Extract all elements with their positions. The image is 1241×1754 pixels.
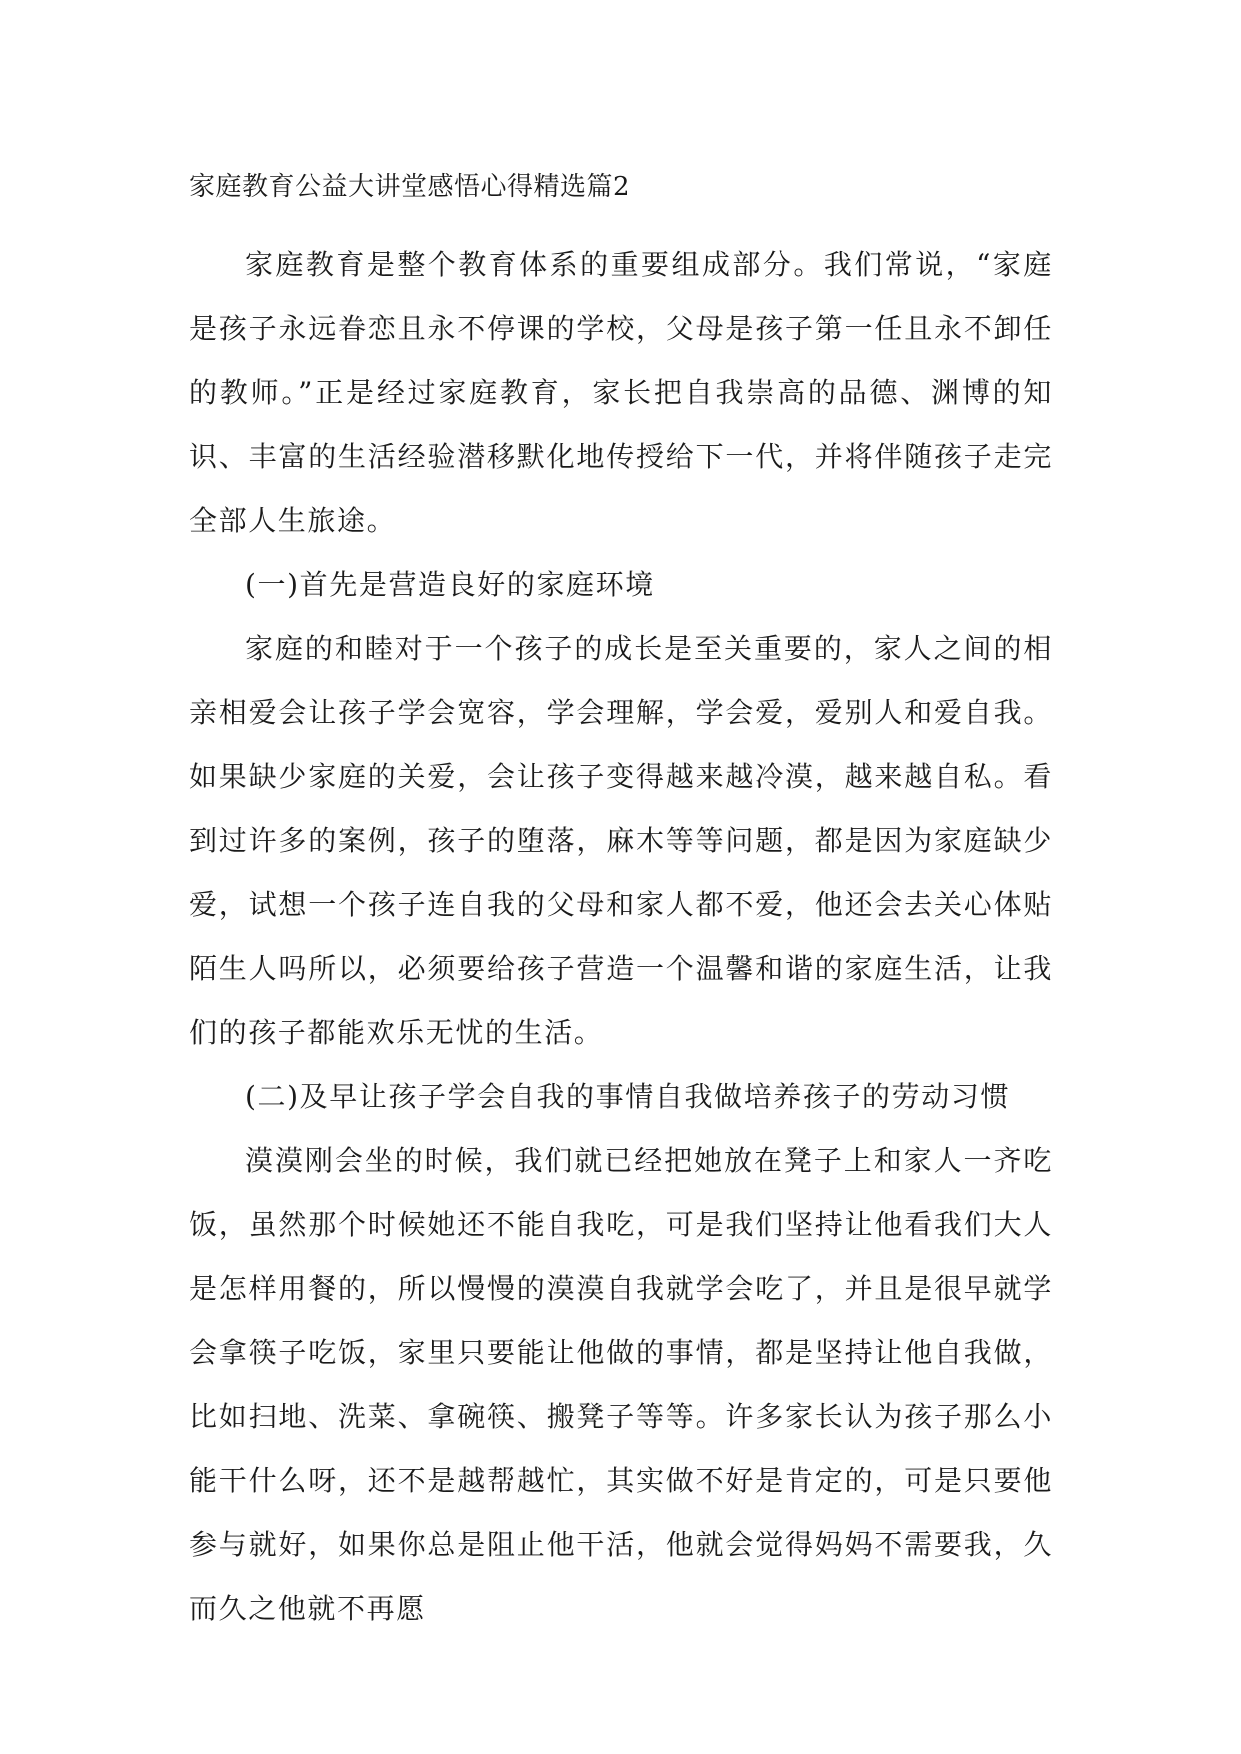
paragraph-intro: 家庭教育是整个教育体系的重要组成部分。我们常说，“家庭是孩子永远眷恋且永不停课的学校，父母是孩子第一任且永不卸任的教师。”正是经过家庭教育，家长把自我崇高的品德、渊博的知识、丰富的生活经验潜移默化地传授给下一代，并将伴随孩子走完全部人生旅途。 <box>189 248 1053 537</box>
document-body <box>189 167 1053 1641</box>
section-heading-2: (二)及早让孩子学会自我的事情自我做培养孩子的劳动习惯 <box>245 1080 1011 1113</box>
document-title: 家庭教育公益大讲堂感悟心得精选篇2 <box>189 172 631 202</box>
section-heading-1: (一)首先是营造良好的家庭环境 <box>245 568 655 601</box>
paragraph-self-reliance: 漠漠刚会坐的时候，我们就已经把她放在凳子上和家人一齐吃饭，虽然那个时候她还不能自我吃，可是我们坚持让他看我们大人是怎样用餐的，所以慢慢的漠漠自我就学会吃了，并且是很早就学会拿筷子吃饭，家里只要能让他做的事情，都是坚持让他自我做，比如扫地、洗菜、拿碗筷、搬凳子等等。许多家长认为孩子那么小能干什么呀，还不是越帮越忙，其实做不好是肯定的，可是只要他参与就好，如果你总是阻止他干活，他就会觉得妈妈不需要我，久而久之他就不再愿 <box>189 1144 1053 1625</box>
paragraph-family-harmony: 家庭的和睦对于一个孩子的成长是至关重要的，家人之间的相亲相爱会让孩子学会宽容，学会理解，学会爱，爱别人和爱自我。如果缺少家庭的关爱，会让孩子变得越来越冷漠，越来越自私。看到过许多的案例，孩子的堕落，麻木等等问题，都是因为家庭缺少爱，试想一个孩子连自我的父母和家人都不爱，他还会去关心体贴陌生人吗所以，必须要给孩子营造一个温馨和谐的家庭生活，让我们的孩子都能欢乐无忧的生活。 <box>189 632 1053 1049</box>
